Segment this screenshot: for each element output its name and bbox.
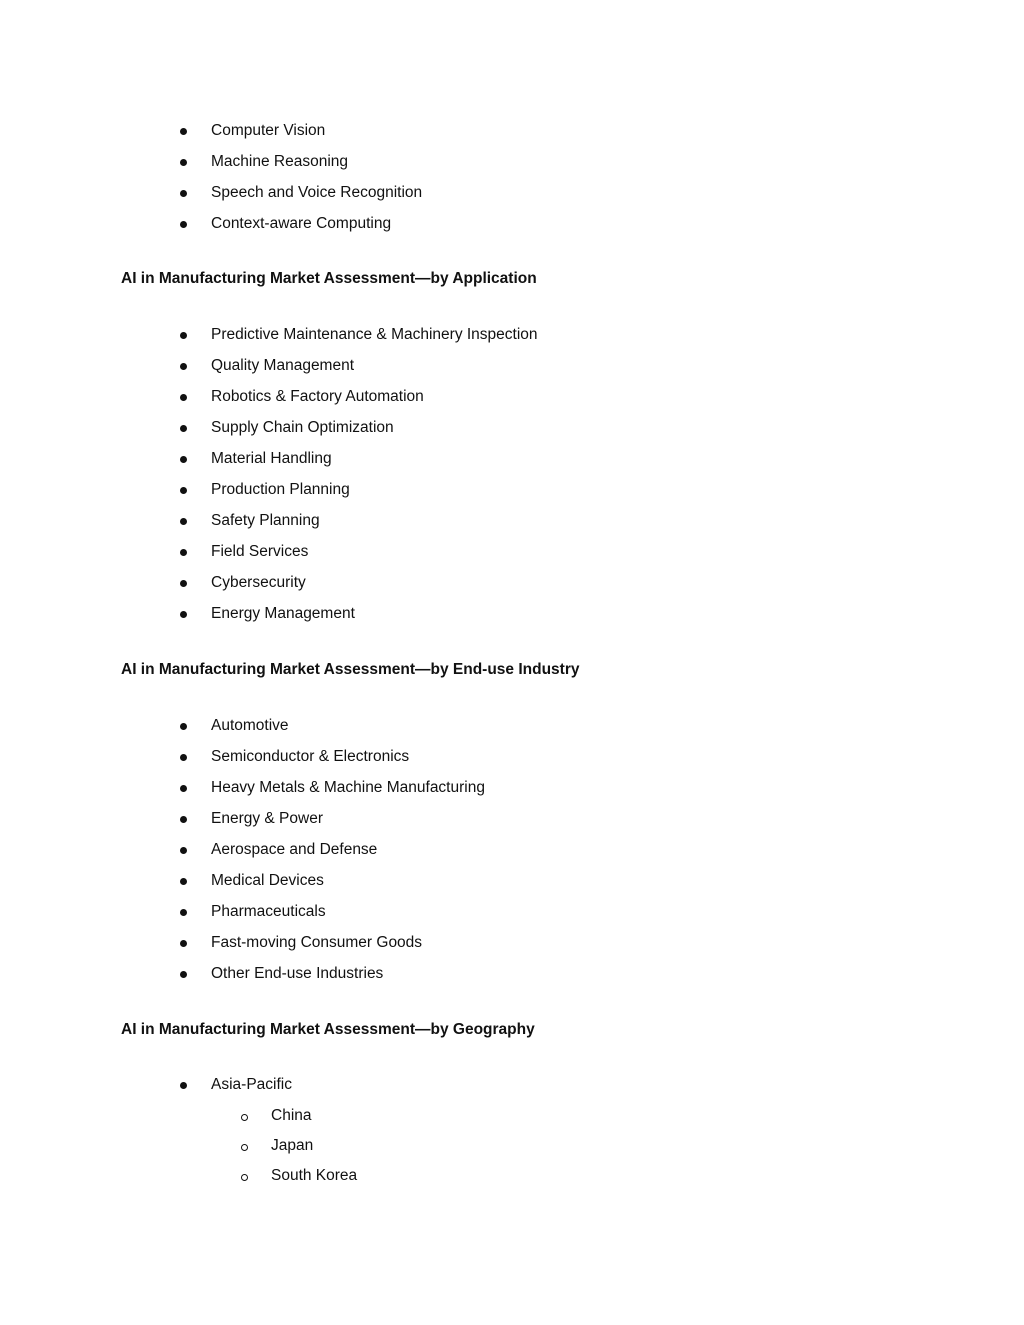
section-heading-enduse: AI in Manufacturing Market Assessment—by End-use Industry <box>121 661 580 678</box>
list-item-text: Automotive <box>211 717 289 734</box>
sub-list-item-text: South Korea <box>271 1167 358 1184</box>
list-item-text: Computer Vision <box>211 122 326 139</box>
list-item-text: Supply Chain Optimization <box>211 419 394 436</box>
list-item-text: Asia-Pacific <box>211 1076 292 1093</box>
section-heading-application: AI in Manufacturing Market Assessment—by Application <box>121 270 537 287</box>
bullet-icon <box>180 878 187 885</box>
bullet-icon <box>180 332 187 339</box>
bullet-icon <box>180 221 187 228</box>
list-item-text: Material Handling <box>211 450 332 467</box>
list-item-text: Semiconductor & Electronics <box>211 748 410 765</box>
bullet-icon <box>180 847 187 854</box>
hollow-bullet-icon <box>241 1144 248 1151</box>
bullet-icon <box>180 425 187 432</box>
bullet-icon <box>180 723 187 730</box>
bullet-icon <box>180 128 187 135</box>
section-heading-geography: AI in Manufacturing Market Assessment—by Geography <box>121 1021 535 1038</box>
bullet-icon <box>180 611 187 618</box>
list-item-text: Energy & Power <box>211 810 323 827</box>
sub-list-item-text: Japan <box>271 1137 314 1154</box>
bullet-icon <box>180 971 187 978</box>
bullet-icon <box>180 363 187 370</box>
list-item-text: Speech and Voice Recognition <box>211 184 423 201</box>
list-item-text: Fast-moving Consumer Goods <box>211 934 423 951</box>
list-item-text: Context-aware Computing <box>211 215 392 232</box>
list-item-text: Field Services <box>211 543 309 560</box>
list-item-text: Aerospace and Defense <box>211 841 378 858</box>
hollow-bullet-icon <box>241 1114 248 1121</box>
list-item-text: Pharmaceuticals <box>211 903 326 920</box>
list-item-text: Medical Devices <box>211 872 324 889</box>
bullet-icon <box>180 785 187 792</box>
bullet-icon <box>180 816 187 823</box>
list-item-text: Energy Management <box>211 605 355 622</box>
list-item-text: Safety Planning <box>211 512 320 529</box>
list-item-text: Predictive Maintenance & Machinery Inspection <box>211 326 538 343</box>
bullet-icon <box>180 1082 187 1089</box>
bullet-icon <box>180 518 187 525</box>
list-item-text: Machine Reasoning <box>211 153 349 170</box>
bullet-icon <box>180 159 187 166</box>
bullet-icon <box>180 456 187 463</box>
hollow-bullet-icon <box>241 1174 248 1181</box>
bullet-icon <box>180 190 187 197</box>
list-item-text: Robotics & Factory Automation <box>211 388 424 405</box>
bullet-icon <box>180 487 187 494</box>
list-item-text: Heavy Metals & Machine Manufacturing <box>211 779 485 796</box>
sub-list-item-text: China <box>271 1107 312 1124</box>
list-item-text: Other End-use Industries <box>211 965 384 982</box>
bullet-icon <box>180 394 187 401</box>
list-item-text: Quality Management <box>211 357 355 374</box>
bullet-icon <box>180 909 187 916</box>
bullet-icon <box>180 549 187 556</box>
bullet-icon <box>180 940 187 947</box>
list-item-text: Production Planning <box>211 481 350 498</box>
bullet-icon <box>180 580 187 587</box>
list-item-text: Cybersecurity <box>211 574 306 591</box>
bullet-icon <box>180 754 187 761</box>
